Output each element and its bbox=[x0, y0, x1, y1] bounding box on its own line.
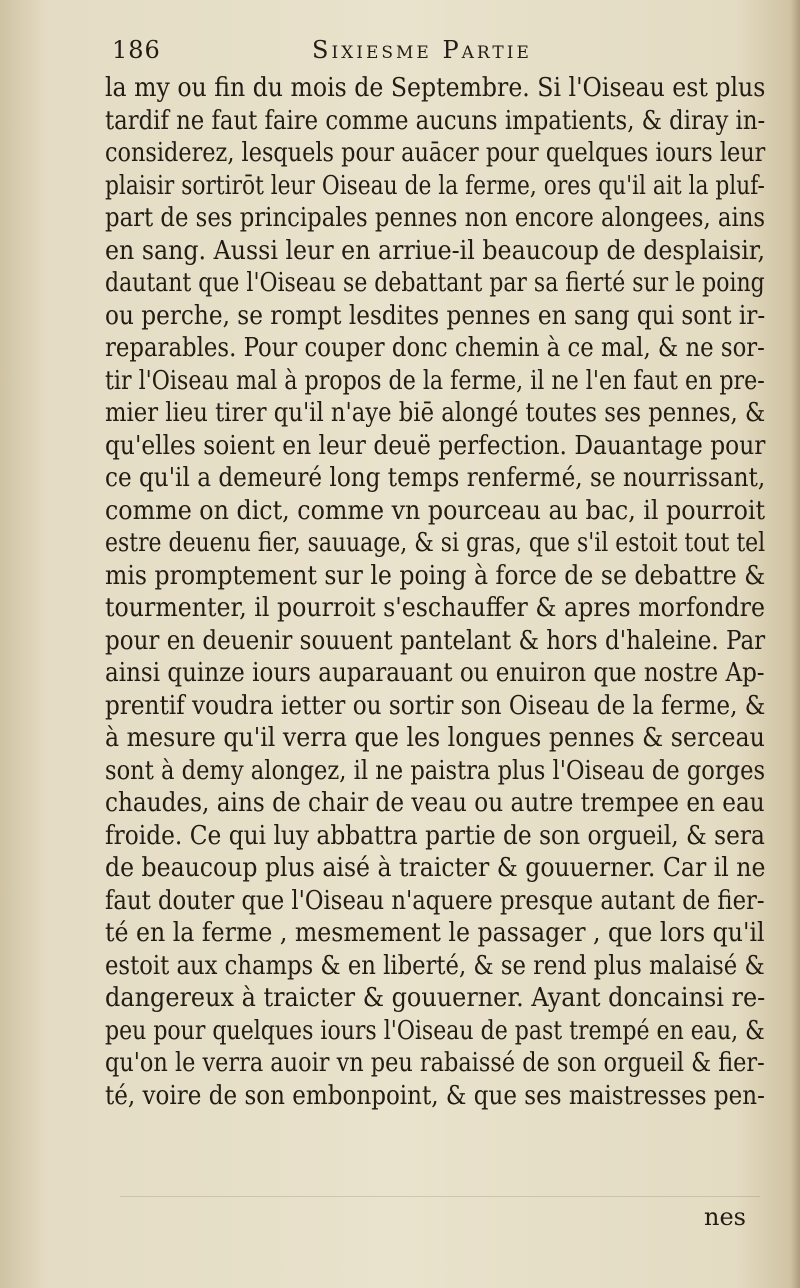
text-line: en sang. Aussi leur en arriue-il beaucoup de desplaisir, bbox=[105, 235, 766, 266]
text-line: qu'on le verra auoir vn peu rabaissé de son orgueil & fier- bbox=[105, 1048, 765, 1078]
body-text bbox=[105, 72, 765, 1112]
text-line: prentif voudra ietter ou sortir son Oiseau de la ferme, & bbox=[105, 690, 766, 721]
text-line: considerez, lesquels pour auācer pour quelques iours leur bbox=[105, 138, 766, 168]
text-line: reparables. Pour couper donc chemin à ce mal, & ne sor- bbox=[105, 333, 765, 363]
text-line: tir l'Oiseau mal à propos de la ferme, il ne l'en faut en pre- bbox=[105, 365, 765, 396]
text-line: peu pour quelques iours l'Oiseau de past trempé en eau, & bbox=[105, 1015, 765, 1046]
text-line: qu'elles soient en leur deuë perfection. Dauantage pour bbox=[105, 430, 766, 461]
text-line: à mesure qu'il verra que les longues pennes & serceau bbox=[105, 723, 765, 753]
text-line: froide. Ce qui luy abbattra partie de son orgueil, & sera bbox=[105, 820, 765, 851]
page-number: 186 bbox=[112, 36, 161, 64]
text-line: la my ou fin du mois de Septembre. Si l'Oiseau est plus bbox=[105, 73, 766, 103]
text-line: ou perche, se rompt lesdites pennes en sang qui sont ir- bbox=[105, 300, 766, 331]
text-line: tourmenter, il pourroit s'eschauffer & apres morfondre bbox=[105, 593, 765, 623]
text-line: chaudes, ains de chair de veau ou autre trempee en eau bbox=[105, 788, 765, 818]
text-line: estre deuenu fier, sauuage, & si gras, que s'il estoit tout tel bbox=[105, 528, 766, 558]
text-line: tardif ne faut faire comme aucuns impatients, & diray in- bbox=[105, 105, 766, 136]
text-line: dautant que l'Oiseau se debattant par sa fierté sur le poing bbox=[105, 268, 765, 298]
text-line: sont à demy alongez, il ne paistra plus l'Oiseau de gorges bbox=[105, 755, 766, 786]
text-line: mis promptement sur le poing à force de se debattre & bbox=[105, 560, 766, 591]
text-line: estoit aux champs & en liberté, & se rend plus malaisé & bbox=[105, 950, 765, 981]
text-line: part de ses principales pennes non encore alongees, ains bbox=[105, 203, 766, 233]
text-line: té, voire de son embonpoint, & que ses maistresses pen- bbox=[105, 1080, 765, 1111]
text-line: ce qu'il a demeuré long temps renfermé, se nourrissant, bbox=[105, 463, 766, 493]
catchword: nes bbox=[704, 1203, 746, 1231]
page-edge-shadow bbox=[790, 0, 800, 1288]
text-line: pour en deuenir souuent pantelant & hors d'haleine. Par bbox=[105, 625, 766, 656]
page-header bbox=[112, 36, 712, 66]
text-line: plaisir sortirōt leur Oiseau de la ferme, ores qu'il ait la pluf- bbox=[105, 170, 765, 201]
text-line: mier lieu tirer qu'il n'aye biē alongé toutes ses pennes, & bbox=[105, 398, 766, 428]
running-title: Sixiesme Partie bbox=[312, 36, 532, 64]
text-line: ainsi quinze iours auparauant ou enuiron que nostre Ap- bbox=[105, 658, 765, 688]
text-line: faut douter que l'Oiseau n'aquere presque autant de fier- bbox=[105, 885, 765, 916]
text-line: té en la ferme , mesmement le passager , que lors qu'il bbox=[105, 918, 765, 948]
text-line: comme on dict, comme vn pourceau au bac, il pourroit bbox=[105, 495, 766, 526]
text-line: de beaucoup plus aisé à traicter & gouuerner. Car il ne bbox=[105, 853, 766, 883]
text-line: dangereux à traicter & gouuerner. Ayant doncainsi re- bbox=[105, 983, 766, 1013]
footer-rule bbox=[120, 1196, 760, 1197]
